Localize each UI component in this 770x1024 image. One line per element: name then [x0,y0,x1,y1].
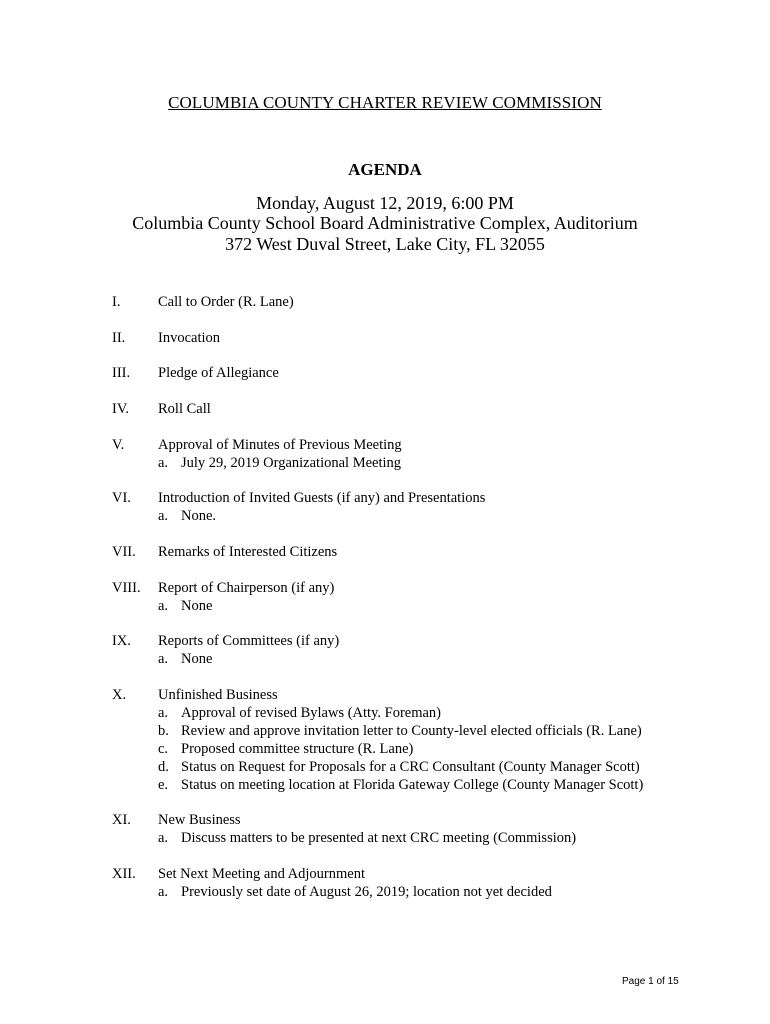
agenda-item-number: II. [112,330,126,346]
subitem-text: Proposed committee structure (R. Lane) [181,741,414,757]
subitem-text: July 29, 2019 Organizational Meeting [181,455,402,471]
meeting-address: 372 West Duval Street, Lake City, FL 32055 [225,234,545,254]
agenda-item-text: Invocation [158,330,221,346]
agenda-item-number: XII. [112,866,136,882]
subitem-text: None [181,598,213,614]
agenda-title: AGENDA [348,160,422,179]
agenda-item-text: Pledge of Allegiance [158,365,279,381]
agenda-subitem [158,704,441,722]
subitem-text: Status on Request for Proposals for a CRC Consultant (County Manager Scott) [181,759,640,775]
subitem-text: None [181,651,213,667]
agenda-item-text: Call to Order (R. Lane) [158,294,294,310]
agenda-item-number: VIII. [112,580,141,596]
agenda-item-text: Approval of Minutes of Previous Meeting [158,437,402,453]
meeting-venue: Columbia County School Board Administrative Complex, Auditorium [132,213,638,233]
agenda-subitem [158,650,212,668]
subitem-letter: b. [158,723,169,739]
agenda-item-text: Set Next Meeting and Adjournment [158,866,365,882]
agenda-item-text: Remarks of Interested Citizens [158,544,338,560]
agenda-item-number: XI. [112,812,131,828]
agenda-item-number: VI. [112,490,131,506]
agenda-item-number: IX. [112,633,131,649]
subitem-letter: a. [158,884,169,900]
subitem-text: Previously set date of August 26, 2019; location not yet decided [181,884,552,900]
agenda-item-number: IV. [112,401,130,417]
subitem-text: Status on meeting location at Florida Gateway College (County Manager Scott) [181,777,644,793]
agenda-item-text: Reports of Committees (if any) [158,633,340,649]
subitem-text: None. [181,508,217,524]
agenda-item-text: Roll Call [158,401,211,417]
agenda-item-number: V. [112,437,125,453]
meeting-date-time: Monday, August 12, 2019, 6:00 PM [256,193,514,213]
subitem-text: Review and approve invitation letter to County-level elected officials (R. Lane) [181,723,642,739]
agenda-subitem [158,740,413,758]
agenda-subitem [158,776,643,794]
agenda-item-text: New Business [158,812,241,828]
subitem-letter: a. [158,651,169,667]
agenda-item-text: Introduction of Invited Guests (if any) and Presentations [158,490,486,506]
subitem-letter: c. [158,741,169,757]
page-number: Page 1 of 15 [622,976,679,987]
subitem-letter: a. [158,705,169,721]
subitem-letter: a. [158,455,169,471]
subitem-letter: a. [158,830,169,846]
agenda-item-number: I. [112,294,121,310]
subitem-text: Discuss matters to be presented at next CRC meeting (Commission) [181,830,577,846]
subitem-letter: d. [158,759,169,775]
subitem-letter: a. [158,508,169,524]
agenda-subitem [158,597,212,615]
agenda-subitem [158,507,216,525]
agenda-item-number: X. [112,687,127,703]
agenda-item-number: VII. [112,544,136,560]
organization-title: COLUMBIA COUNTY CHARTER REVIEW COMMISSION [168,93,602,112]
agenda-item-text: Report of Chairperson (if any) [158,580,335,596]
subitem-letter: e. [158,777,169,793]
subitem-letter: a. [158,598,169,614]
agenda-subitem [158,758,640,776]
agenda-item-number: III. [112,365,131,381]
agenda-subitem [158,454,401,472]
agenda-item-text: Unfinished Business [158,687,278,703]
agenda-subitem [158,829,576,847]
agenda-subitem [158,883,552,901]
subitem-text: Approval of revised Bylaws (Atty. Foreman) [181,705,442,721]
agenda-subitem [158,722,642,740]
